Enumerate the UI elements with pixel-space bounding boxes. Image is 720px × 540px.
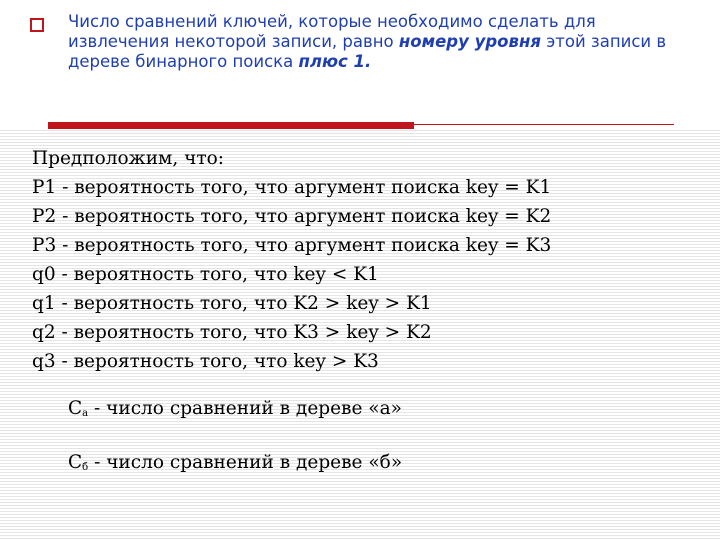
definition-tree-a <box>68 394 688 448</box>
list-item-q3: q3 - вероятность того, что key > K3 <box>32 351 379 372</box>
intro-emphasis-level: номеру уровня <box>398 32 541 51</box>
intro-emphasis-plus-one: плюс 1. <box>298 52 372 71</box>
intro-text-2: этой записи в дереве бинарного поиска <box>68 32 667 71</box>
intro-paragraph <box>68 12 698 72</box>
definition-text: - число сравнений в дереве «а» <box>88 398 402 419</box>
intro-text-1: Число сравнений ключей, которые необходимо сделать для извлечения некоторой записи, равно <box>68 12 596 51</box>
list-item-q0: q0 - вероятность того, что key < K1 <box>32 264 379 285</box>
divider-accent-bar <box>48 122 414 129</box>
symbol-c: C <box>68 452 83 473</box>
definitions-list <box>32 144 692 376</box>
list-item-q1: q1 - вероятность того, что K2 > key > K1 <box>32 293 432 314</box>
subscript-b: б <box>82 462 89 473</box>
list-item-heading: Предположим, что: <box>32 148 225 169</box>
list-item-p2: P2 - вероятность того, что аргумент поиска key = K2 <box>32 206 552 227</box>
definition-text: - число сравнений в дереве «б» <box>88 452 403 473</box>
list-item-p1: P1 - вероятность того, что аргумент поиска key = K1 <box>32 177 552 198</box>
definition-tree-b <box>68 448 688 502</box>
comparison-definitions <box>68 394 688 502</box>
symbol-c: C <box>68 398 83 419</box>
square-bullet-icon <box>30 18 44 32</box>
list-item-p3: P3 - вероятность того, что аргумент поиска key = K3 <box>32 235 552 256</box>
subscript-a: а <box>82 408 89 419</box>
list-item-q2: q2 - вероятность того, что K3 > key > K2 <box>32 322 432 343</box>
